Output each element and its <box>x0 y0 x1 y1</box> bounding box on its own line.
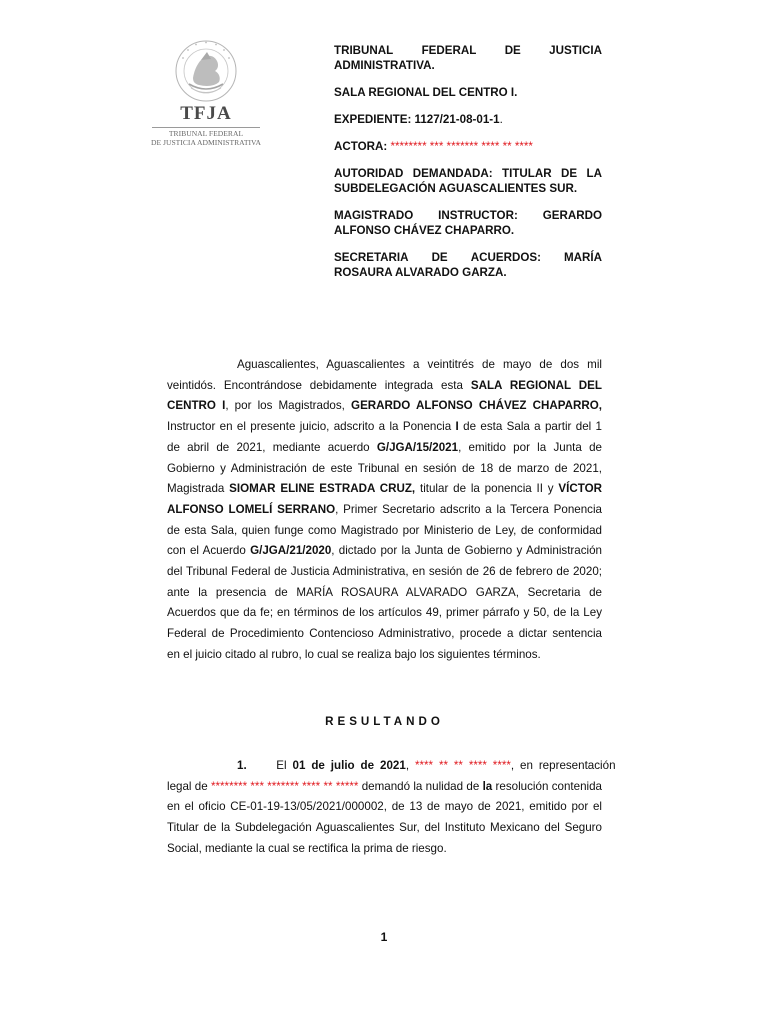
actora-line: ACTORA: ******** *** ******* **** ** **** <box>334 140 533 153</box>
intro-paragraph: Aguascalientes, Aguascalientes a veintitrés de mayo de dos mil veintidós. Encontrándose debidamente integrada esta SALA REGIONAL DEL CENTRO I, por los Magistrados, GERARDO ALFONSO CHÁVEZ CHAPARRO, Instructor en el presente juicio, adscrito a la Ponencia I de esta Sala a partir del 1 de abril de 2021, mediante acuerdo G/JGA/15/2021, emitido por la Junta de Gobierno y Administración de este Tribunal en sesión de 18 de marzo de 2021, Magistrada SIOMAR ELINE ESTRADA CRUZ, titular de la ponencia II y VÍCTOR ALFONSO LOMELÍ SERRANO, Primer Secretario adscrito a la Tercera Ponencia de esta Sala, quien funge como Magistrado por Ministerio de Ley, de conformidad con el Acuerdo G/JGA/21/2020, dictado por la Junta de Gobierno y Administración del Tribunal Federal de Justicia Administrativa, en sesión de 26 de febrero de 2020; ante la presencia de MARÍA ROSAURA ALVARADO GARZA, Secretaria de Acuerdos que da fe; en términos de los artículos 49, primer párrafo y 50, de la Ley Federal de Procedimiento Contencioso Administrativo, procede a dictar sentencia en el juicio citado al rubro, lo cual se realiza bajo los siguientes términos. <box>167 358 603 661</box>
case-header <box>334 43 602 292</box>
redacted-actora: ******** *** ******* **** ** **** <box>390 140 533 153</box>
sala-line: SALA REGIONAL DEL CENTRO I. <box>334 86 518 99</box>
tribunal-line1: TRIBUNAL FEDERAL DE JUSTICIA <box>334 44 602 57</box>
resultando-number: 1. <box>237 759 247 772</box>
redacted-representative: **** ** ** **** **** <box>414 759 511 772</box>
tribunal-block <box>334 43 602 73</box>
tribunal-line2: ADMINISTRATIVA. <box>334 59 435 72</box>
logo-name-line1: TRIBUNAL FEDERAL <box>168 129 244 138</box>
logo-acronym: TFJA <box>180 103 232 124</box>
expediente-line: EXPEDIENTE: 1127/21-08-01-1. <box>334 113 503 126</box>
section-title-resultando: RESULTANDO <box>325 715 444 728</box>
secretaria-block: SECRETARIA DE ACUERDOS: MARÍA ROSAURA ALVARADO GARZA. <box>334 251 602 279</box>
page-number: 1 <box>380 930 388 944</box>
logo-name-line2: DE JUSTICIA ADMINISTRATIVA <box>151 137 261 147</box>
coat-of-arms-seal-icon <box>171 38 241 104</box>
magistrado-block: MAGISTRADO INSTRUCTOR: GERARDO ALFONSO CHÁVEZ CHAPARRO. <box>334 209 602 237</box>
resultando-1-paragraph: 1. El 01 de julio de 2021, **** ** ** **** ****, en representación legal de ******** *** ******* **** ** ***** demandó la nulidad de la resolución contenida en el oficio CE-01-19-13/05/2021/000002, de 13 de mayo de 2021, emitido por el Titular de la Subdelegación Aguascalientes Sur, del Instituto Mexicano del Seguro Social, mediante la cual se rectifica la prima de riesgo. <box>167 759 616 855</box>
redacted-company: ******** *** ******* **** ** ***** <box>211 779 359 793</box>
tfja-logo <box>148 38 264 156</box>
logo-divider <box>152 127 260 128</box>
autoridad-block: AUTORIDAD DEMANDADA: TITULAR DE LA SUBDELEGACIÓN AGUASCALIENTES SUR. <box>334 167 602 195</box>
